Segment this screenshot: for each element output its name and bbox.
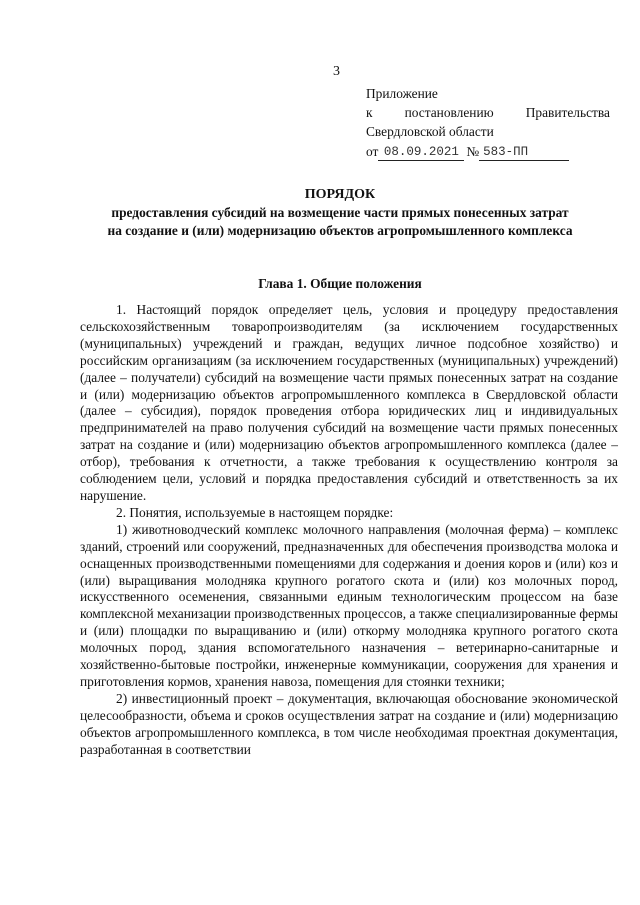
appendix-region: Свердловской области [366, 124, 494, 139]
appendix-label: Приложение [366, 86, 438, 101]
appendix-block [366, 84, 610, 161]
page-number: 3 [333, 64, 340, 79]
paragraph: 2. Понятия, используемые в настоящем порядке: [116, 504, 394, 520]
paragraph: 2) инвестиционный проект – документация, включающая обоснование экономической целесообразности, объема и сроков осуществления затрат на создание и (или) модернизацию объектов агропромышленного комплекса, в том числе необходимая проектная документация, разработанная в соответствии [80, 690, 618, 757]
chapter-heading: Глава 1. Общие положения [258, 276, 422, 291]
document-subtitle: предоставления субсидий на возмещение части прямых понесенных затрат на создание и (или) модернизацию объектов агропромышленного комплекса [107, 205, 573, 238]
paragraph: 1) животноводческий комплекс молочного направления (молочная ферма) – комплекс зданий, строений или сооружений, предназначенных для обеспечения производства молока и оснащенных производственными помещениями для содержания и доения коров и (или) коз и (или) выращивания молодняка крупного рогатого скота и (или) коз молочных пород, искусственного осеменения, связанными единым технологическим процессом на базе комплексной механизации производственных процессов, а также специализированные фермы и (или) площадки по выращиванию и (или) откорму молодняка крупного рогатого скота молочных пород, здания вспомогательного назначения – ветеринарно-санитарные и хозяйственно-бытовые постройки, инженерные коммуникации, сооружения для хранения и приготовления кормов, хранения навоза, помещения для стоянки техники; [80, 521, 619, 689]
appendix-resolution-line: к постановлению Правительства [366, 105, 610, 120]
from-label: от [366, 144, 379, 159]
document-date: 08.09.2021 [378, 145, 464, 161]
appendix-date-number-row [366, 142, 610, 161]
document-title: ПОРЯДОК [304, 187, 376, 202]
number-label: № [466, 144, 480, 159]
document-body [80, 302, 618, 758]
document-number: 583-ПП [479, 145, 569, 161]
paragraph: 1. Настоящий порядок определяет цель, условия и процедуру предоставления сельскохозяйственным товаропроизводителям (за исключением государственных (муниципальных) учреждений и граждан, ведущих личное подсобное хозяйство) и российским организациям (за исключением государственных (муниципальных) учреждений) (далее – получатели) субсидий на возмещение части прямых понесенных затрат на создание и (или) модернизацию объектов агропромышленного комплекса в Свердловской области (далее – субсидия), порядок проведения отбора юридических лиц и индивидуальных предпринимателей на право получения субсидий на возмещение части прямых понесенных затрат на создание и (или) модернизацию объектов агропромышленного комплекса (далее – отбор), требования к отчетности, а также требования к осуществлению контроля за соблюдением цели, условий и порядка предоставления субсидий и ответственность за их нарушение. [80, 302, 618, 503]
